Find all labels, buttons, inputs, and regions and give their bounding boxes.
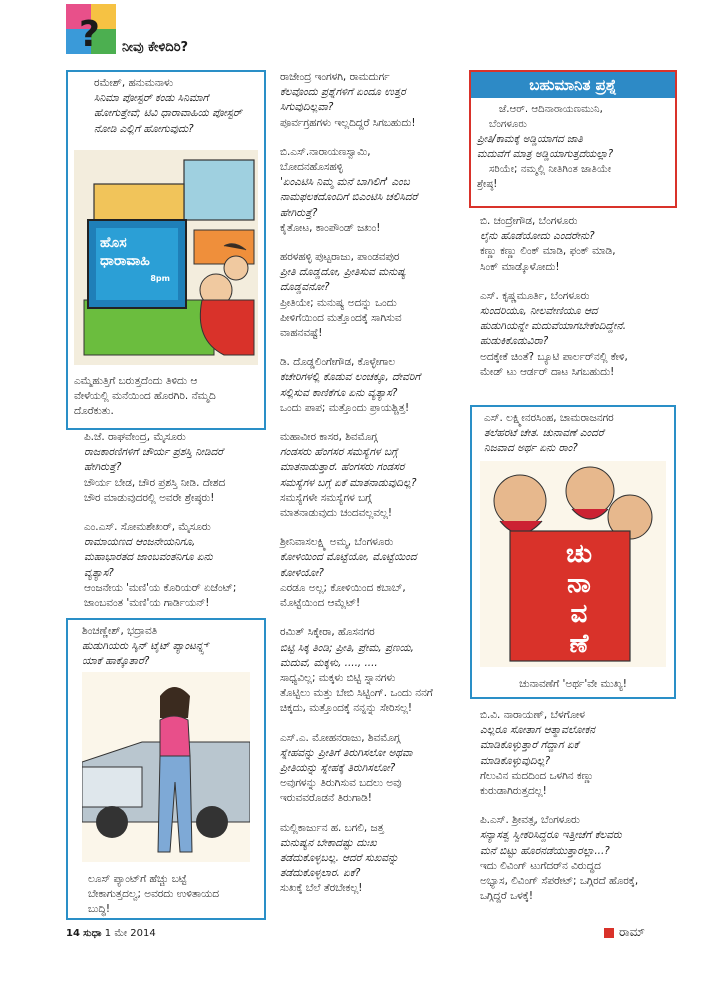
qa-entry [84,430,262,506]
asker-name: ಹರಳಹಳ್ಳಿ ಪುಟ್ಟರಾಜು, ಪಾಂಡವಪುರ [280,251,400,264]
cartoon-panel-jeans [66,618,266,920]
answer-line: ಇರುವವರೊಡನೆ ತಿರುಗಾಡಿ! [280,792,372,805]
page-number: 14 [66,928,80,939]
banner-letter: ಚು [565,539,593,569]
qa-entry [480,289,680,380]
answer-line: ಮೊಟ್ಟೆಯಿಂದ ಆಮ್ಲೆಟ್! [280,597,361,610]
qa-entry [280,625,462,716]
question-line: ಕೆಲವೊಂದು ಪ್ರಶ್ನೆಗಳಿಗೆ ಏಂದೂ ಉತ್ತರ [280,86,406,99]
question-line: ಮಾಡಿಕೊಳ್ಳುತ್ತಾರೆ ಗೆದ್ದಾಗ ಏಕೆ [480,739,579,752]
column-2-qa [280,70,462,911]
asker-name: ಬಿ.ಎಸ್.ನಾರಾಯಣಸ್ವಾಮಿ, [280,145,371,158]
answer-line: ಮೇಡ್ ಟು ಆರ್ಡರ್ ದಾಟ ಸಿಗಬಹುದು! [480,365,615,378]
answer-line: ಕುರುಡಾಗಿರುತ್ತದಲ್ಲ! [480,785,547,798]
page-footer [66,928,156,939]
cartoon-question [68,620,264,674]
question-line: ಮಾತನಾಡುತ್ತಾರೆ. ಹೆಂಗಸರು ಗಂಡಸರ [280,461,405,474]
question-line: ಮನುಷ್ಯನ ಬೇಕಾದಷ್ಟು ದುಃಖ [280,836,377,849]
answer-line: ಗೆಲುವಿನ ಮದದಿಂದ ಒಳಗಿನ ಕಣ್ಣು [480,769,594,782]
question-line: ಮಹಾಭಾರತದ ಜಾಂಬವಂತನಿಗೂ ಏನು [84,551,213,564]
question-line: ಪ್ರೀತಿ ದೊಡ್ಡದೋ, ಪ್ರೀತಿಸುವ ಮನುಷ್ಯ [280,266,406,279]
featured-question-box [469,70,677,208]
answer-line: ಅವುಗಳನ್ನು ತಿರುಗಿಸುವ ಬದಲು ಅವು [280,777,402,790]
asker-place: ಬೋದನಹೊಸಹಳ್ಳಿ [280,161,343,174]
question-line: ಮದುವೆ, ಮಕ್ಕಳು, ...., .... [280,656,378,669]
answer-line: ಬುದ್ಧಿ! [88,903,111,916]
asker-name: ಎಂ.ಎಸ್. ಸೋಮಶೇಖರ್, ಮೈಸೂರು [84,521,211,534]
answer-line: ತೊಟ್ಟಿಲು ಮತ್ತು ಬೇಬಿ ಸಿಟ್ಟಿಂಗ್. ಒಂದು ನನಗೆ [280,687,433,700]
answer-line: ಚೌರ್ಯ ಬೇಡ, ಚೌರ ಪ್ರಶಸ್ತಿ ನೀಡಿ. ದೇಶದ [84,476,226,489]
question-line: ನೋಡಿ ಎಲ್ಲಿಗೆ ಹೋಗುವುದು? [94,122,194,135]
answer-line: ಪ್ರೀತಿಯೇ; ಮನುಷ್ಯ ಅದನ್ನು ಒಂದು [280,296,397,309]
qa-entry [84,520,262,611]
answer-line: ವಾಹನವಷ್ಟೆ! [280,327,323,340]
author-name: ರಾಮ್ [619,925,645,939]
cartoon-answer [68,370,264,424]
issue-date: 1 ಮೇ 2014 [104,928,156,939]
question-line: ತಡೆದುಕೊಳ್ಳಲಾರ. ಏಕೆ? [280,867,361,880]
column-3-qa-bottom [480,708,680,918]
answer-line: ಕೈತೋಟ, ಕಾಂಪೌಂಡ್ ಜಖಂ! [280,221,381,234]
asker-name: ಶ್ರೀನಿವಾಸಲಕ್ಷ್ಮಿ ಅಮ್ಮ, ಬೆಂಗಳೂರು [280,536,394,549]
asker-name: ಬಿ. ಚಂದ್ರೇಗೌಡ, ಬೆಂಗಳೂರು [480,215,578,227]
question-line: ಸಲ್ಲಿಸುವ ಕಾಣಿಕೆಗೂ ಏನು ವ್ಯತ್ಯಾಸ? [280,386,398,399]
asker-name: ಶಿಂಚಣ್ಣೇಶ್, ಭದ್ರಾವತಿ [82,625,158,637]
answer-line: ಮಾತನಾಡುವುದು ಚಂದವಲ್ಲವಲ್ಲ! [280,507,393,520]
question-line: ಹುಡುಕಿಕೊಡುವಿರಾ? [480,335,549,348]
cartoon-panel-election [470,405,676,699]
question-line: ರಾಮಾಯಣದ ಆಂಜನೇಯನಿಗೂ, [84,536,196,549]
question-line: ಕೋಳಿಯಿಂದ ಮೊಟ್ಟೆಯೋ, ಮೊಟ್ಟೆಯಿಂದ [280,551,417,564]
column-3-qa-top [480,214,680,394]
question-line: ಪ್ರೀತಿಯನ್ನು ಸ್ನೇಹಕ್ಕೆ ತಿರುಗಿಸಲೋ? [280,761,396,774]
answer-line: ಅದಕ್ಕೇಕೆ ಚಿಂತೆ? ಬ್ಯೂಟಿ ಪಾರ್ಲರ್‌ನಲ್ಲಿ ಕೇಳಿ, [480,350,628,363]
question-line: ಗಂಡಸರು ಹೆಂಗಸರ ಸಮಸ್ಯೆಗಳ ಬಗ್ಗೆ [280,446,398,459]
answer-line: ಎರಡೂ ಅಲ್ಲ; ಕೋಳಿಯಿಂದ ಕಬಾಬ್, [280,581,406,594]
qa-entry [280,731,462,807]
qa-entry [280,535,462,611]
question-line: ನಿಜವಾದ ಅರ್ಥ ಏನು ರಾಂ? [484,442,578,455]
tv-screen-text [100,234,170,288]
answer-line: ದೊರೆಕುತು. [74,405,114,418]
column-title: ನೀವು ಕೇಳಿದಿರಿ? [122,40,189,55]
cartoon-question [472,407,674,461]
answer-line: ಸುಖಕ್ಕೆ ಬೆಲೆ ತೆರಬೇಕಲ್ಲ! [280,882,363,895]
asker-name: ಮಲ್ಲಿಕಾರ್ಜುನ ಹ. ಬಗಲಿ, ಜತ್ತ [280,821,384,834]
answer-line: ಚಿಕ್ಕದು, ಮತ್ತೊಂದಕ್ಕೆ ನನ್ನನ್ನು ಸೇರಿಸಲ್ಲ! [280,702,413,715]
column-logo [66,4,116,54]
question-line: ಪ್ರೀತಿ/ಕಾಮಕ್ಕೆ ಅಡ್ಡಿಯಾಗದ ಜಾತಿ [477,134,583,145]
answer-line: ಒಗ್ಗಿದ್ದರೆ ಒಳಕ್ಕೆ! [480,890,533,903]
cartoon-question [68,72,264,141]
answer-line: ಚೌರ ಮಾಡುವುದರಲ್ಲಿ ಅವರೇ ಶ್ರೇಷ್ಠರು! [84,491,215,504]
question-line: ನಾಮಫಲಕದೊಂದಿಗೆ ಬಿಎಂಟಿಸಿ ಚಲಿಸಿದರೆ [280,191,418,204]
qa-entry [480,214,680,275]
answer-line: ಸಿಂಕ್ ಮಾಡ್ಕೊಳೋದು! [480,260,560,273]
asker-name: ಎಸ್. ಲಕ್ಷ್ಮೀನರಸಿಂಹ, ಚಾಮರಾಜನಗರ [484,412,614,424]
question-line: ಸುಂದರಿಯೂ, ನೀಲವೇಣಿಯೂ ಆದ [480,305,598,318]
cartoon-answer [472,673,674,696]
asker-name: ರಮಿತ್ ಸಿಕ್ಕೇರಾ, ಹೊಸನಗರ [280,626,375,639]
question-line: ಹುಡುಗಿಯನ್ನೇ ಮದುವೆಯಾಗಬೇಕೆಂದಿದ್ದೇನೆ. [480,320,627,333]
asker-name: ಎಸ್. ಕೃಷ್ಣಮೂರ್ತಿ, ಬೆಂಗಳೂರು [480,289,590,302]
tv-line: ಹೊಸ [100,235,127,251]
question-line: ಕೋಳಿಯೋ? [280,566,324,579]
banner-letter: ಣೆ [569,629,589,659]
qa-entry [280,250,462,341]
asker-place: ಬೆಂಗಳೂರು [489,119,528,130]
cartoon-panel-tv [66,70,266,430]
question-line: ಯಾಕೆ ಹಾಕ್ಕೊತಾರೆ? [82,655,150,668]
magazine-name: ಸುಧಾ [83,928,102,939]
asker-name: ಡಿ. ದೊಡ್ಡಲಿಂಗೇಗೌಡ, ಕೊಳ್ಳೇಗಾಲ [280,356,396,369]
qa-entry [280,430,462,521]
question-line: ದೊಡ್ಡವನೋ? [280,281,330,294]
asker-name: ಜೆ.ಆರ್. ಆದಿನಾರಾಯಣಮುನಿ, [499,104,603,115]
question-line: ಬಿಟ್ಟಿ ಸಿಕ್ಕ ತಿಂಡಿ; ಪ್ರೀತಿ, ಪ್ರೇಮ, ಪ್ರಣಯ, [280,641,414,654]
qa-entry [280,821,462,897]
answer-line: ಅಭ್ಯಾಸ, ಲಿವಿಂಗ್ ಸೆಪರೇಟ್; ಒಗ್ಗಿರದೆ ಹೊರಕ್ಕೆ, [480,875,639,888]
question-line: ಹುಡುಗಿಯರು ಸ್ಕಿನ್ ಟೈಟ್ ಪ್ಯಾಂಟನ್ನ್ಸ್ [82,640,209,653]
question-line: ಸ್ನೇಹವನ್ನು ಪ್ರೀತಿಗೆ ತಿರುಗಿಸಲೋ ಅಥವಾ [280,746,413,759]
tv-time: 8pm [150,274,170,283]
question-line: ಮಾಡಿಕೊಳ್ಳುವುದಿಲ್ಲ? [480,754,551,767]
question-line: ಸನ್ಯಾಸತ್ವ ಸ್ವೀಕರಿಸಿದ್ದರೂ ಇತ್ತೀಚೆಗೆ ಕೆಲವರು [480,829,622,842]
answer-line: ಪೂರ್ವಗ್ರಹಗಳು ಇಲ್ಲದಿದ್ದರೆ ಸಿಗಬಹುದು! [280,116,416,129]
question-line: ಸಮಸ್ಯೆಗಳ ಬಗ್ಗೆ ಏಕೆ ಮಾತನಾಡುವುದಿಲ್ಲ? [280,476,417,489]
question-line: ಹೇಗಿರುತ್ತೆ? [280,206,318,219]
asker-name: ರಮೇಶ್, ಹನುಮನಾಳು [94,77,174,89]
question-line: 'ಏಂಎಟಿಸಿ ನಿಮ್ಮ ಮನೆ ಬಾಗಿಲಿಗೆ' ಎಂಬ [280,176,410,189]
red-square-icon [604,928,614,938]
svg-text:?: ? [79,14,100,54]
answer-line: ಇದು ಲಿವಿಂಗ್ ಟುಗೆದರ್‌ನ ವಿರುದ್ಧದ [480,859,601,872]
answer-line: ಸರಿಯೇ; ನಮ್ಮಲ್ಲಿ ನೀತಿಗಿಂತ ಜಾತಿಯೇ [489,164,612,175]
featured-heading: ಬಹುಮಾನಿತ ಪ್ರಶ್ನೆ [471,72,675,98]
question-line: ಮನೆ ಬಿಟ್ಟು ಹೊರನಡೆಯುತ್ತಾರಲ್ಲಾ...? [480,844,610,857]
qa-entry [280,70,462,131]
qa-entry [280,145,462,236]
answer-line: ಲೂಸ್ ಪ್ಯಾಂಟ್‌ಗೆ ಹೆಚ್ಚು ಬಟ್ಟೆ [88,873,187,885]
question-line: ಲೈನು ಹೊಡೆಯೋದು ಎಂದರೇನು? [480,230,595,243]
featured-body [471,98,675,196]
asker-name: ಮಹಾವೀರ ಕಾಸರ, ಶಿವಮೊಗ್ಗ [280,431,378,444]
question-line: ತಲೆಹರಟೆ ಚೇತ. ಚುನಾವಣೆ ಎಂದರೆ [484,427,604,440]
question-line: ರಾಜಕಾರಣಿಗಳಿಗೆ ಚೌರ್ಯ ಪ್ರಶಸ್ತಿ ನೀಡಿದರೆ [84,446,224,459]
banner-letter: ವ [570,599,588,629]
question-line: ಸಿಗುವುದಿಲ್ಲವಾ? [280,101,334,114]
cartoon-answer [82,868,264,922]
question-line: ಮದುವೆಗೆ ಮಾತ್ರ ಅಡ್ಡಿಯಾಗುತ್ತದೆಯಲ್ಲಾ? [477,149,614,160]
column-1-qa [84,430,262,625]
answer-line: ಸಮಸ್ಯೆಗಳೇ ಸಮಸ್ಯೆಗಳ ಬಗ್ಗೆ [280,491,372,504]
answer-line: ಆಂಜನೇಯ 'ಮಣಿ'ಯ ಕೊರಿಯರ್ ಏಜೆಂಟ್; [84,581,237,594]
asker-name: ಎಸ್.ಎ. ಮೋಹನರಾಜು, ಶಿವಮೊಗ್ಗ [280,731,401,744]
question-line: ತಡೆದುಕೊಳ್ಳಬಲ್ಲ. ಆದರೆ ಸುಖವನ್ನು [280,851,399,864]
answer-line: ವೇಳೆಯಲ್ಲಿ ಮನೆಯಿಂದ ಹೊರಗಿರಿ. ನೆಮ್ಮದಿ [74,390,216,403]
answer-line: ಸಾಧ್ಯವಿಲ್ಲ; ಮಕ್ಕಳು ಬಿಟ್ಟಿ ಸ್ನಾನಗಳು [280,671,396,684]
author-credit [604,925,645,940]
answer-line: ಜಾಂಬವಂತ 'ಮಣಿ'ಯ ಗಾರ್ಡಿಯನ್! [84,597,210,610]
election-banner-text [524,539,634,659]
question-line: ಹೇಗಿರುತ್ತೆ? [84,461,122,474]
jeans-illustration [82,672,250,862]
question-line: ವ್ಯತ್ಯಾಸ? [84,566,114,579]
question-line: ಸಿನಿಮಾ ಪೋಸ್ಟರ್ ಕಂಡು ಸಿನಿಮಾಗೆ [94,92,209,105]
asker-name: ಬಿ.ವಿ. ನಾರಾಯಣ್, ಬೆಳಗೋಳ [480,709,585,721]
asker-name: ಪಿ.ಜೆ. ರಾಘವೇಂದ್ರ, ಮೈಸೂರು [84,431,186,443]
answer-line: ಒಂದು ಪಾಪ; ಮತ್ತೊಂದು ಪ್ರಾಯಶ್ಚಿತ್ತ! [280,401,410,414]
tv-line: ಧಾರಾವಾಹಿ [100,253,150,269]
asker-name: ರಾಜೇಂದ್ರ ಇಂಗಳಗಿ, ರಾಮದುರ್ಗ [280,71,390,83]
answer-line: ಎಮ್ಮೆಹುತ್ತಿಗೆ ಬರುತ್ತದೆಂದು ತಿಳಿದು ಆ [74,375,198,387]
question-line: ಕಚೇರಿಗಳಲ್ಲಿ ಕೊಡುವ ಲಂಚಕ್ಕೂ, ದೇವರಿಗೆ [280,371,421,384]
qa-entry [480,813,680,904]
qa-entry [480,708,680,799]
question-line: ಹೋಗುತ್ತೇವೆ; ಟಿವಿ ಧಾರಾವಾಹಿಯ ಪೋಸ್ಟರ್ [94,107,242,120]
answer-line: ಪೀಳಿಗೆಯಿಂದ ಮತ್ತೊಂದಕ್ಕೆ ಸಾಗಿಸುವ [280,311,402,324]
answer-line: ಶ್ರೇಷ್ಠ! [477,179,498,190]
question-line: ಎಲ್ಲರೂ ಸೋತಾಗ ಆತ್ಮಾವಲೋಕನ [480,724,596,737]
answer-line: ಕಣ್ಣು ಕಣ್ಣು ಲಿಂಕ್ ಮಾಡಿ, ಫಂಕ್ ಮಾಡಿ, [480,245,616,258]
asker-name: ಪಿ.ಎಸ್. ಶ್ರೀವತ್ಸ, ಬೆಂಗಳೂರು [480,814,580,827]
answer-line: ಬೇಕಾಗುತ್ತದಲ್ವ; ಅವರದು ಉಳಿತಾಯದ [88,888,219,901]
answer-line: ಚುನಾವಣೆಗೆ 'ಅರ್ಥ'ವೇ ಮುಖ್ಯ! [519,678,627,690]
banner-letter: ನಾ [567,569,591,599]
qa-entry [280,355,462,416]
